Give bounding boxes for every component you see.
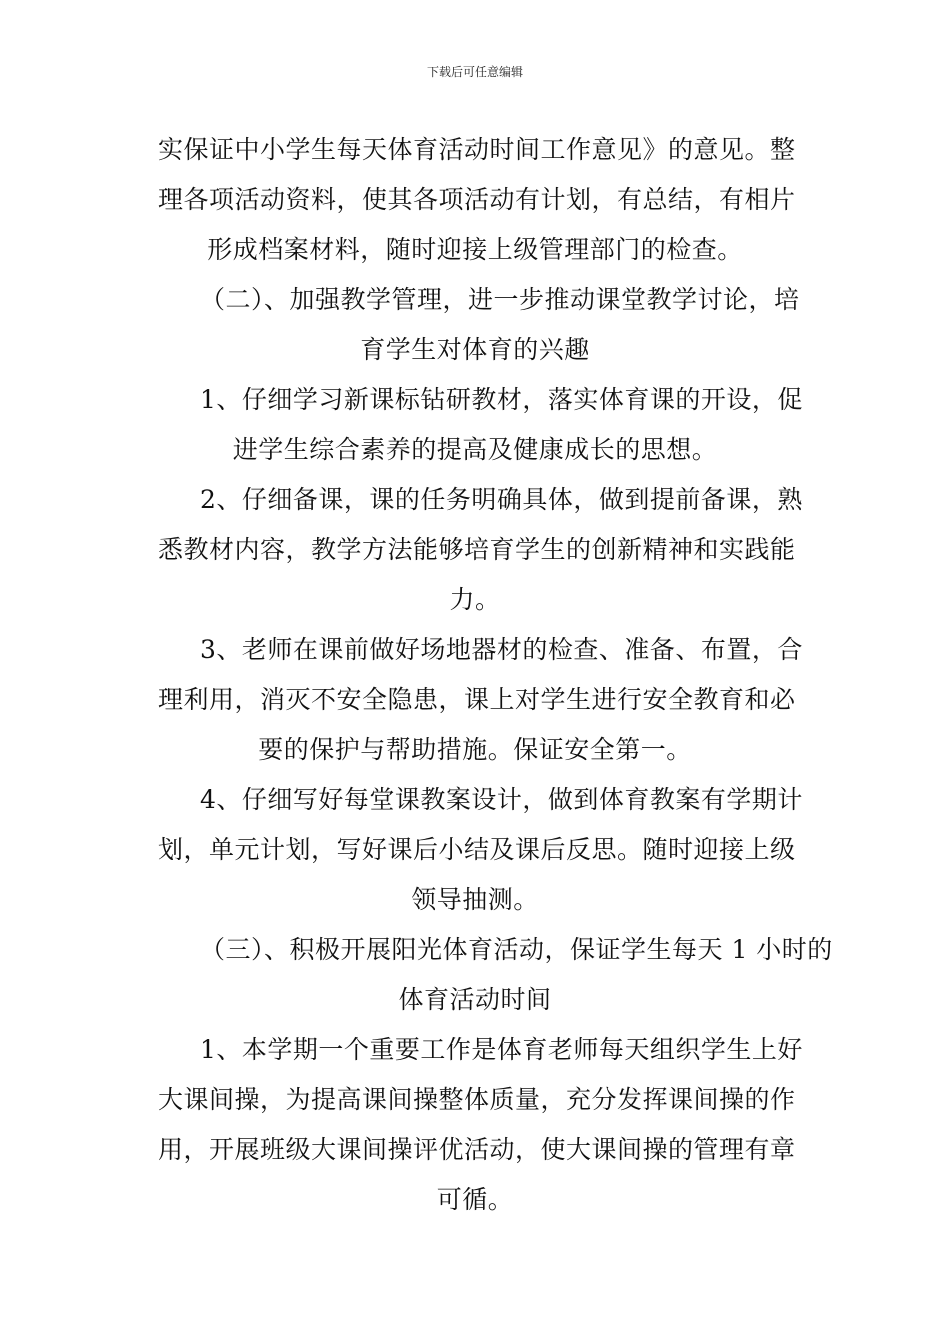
paragraph-line: 要的保护与帮助措施。保证安全第一。	[258, 735, 692, 764]
paragraph-line: 形成档案材料，随时迎接上级管理部门的检查。	[207, 235, 743, 264]
section-heading-line: 体育活动时间	[398, 985, 552, 1014]
section-heading-line: （二）、加强教学管理，进一步推动课堂教学讨论，培	[200, 285, 800, 314]
paragraph-line: 理各项活动资料，使其各项活动有计划，有总结，有相片	[158, 185, 796, 214]
paragraph-line: 4、仔细写好每堂课教案设计，做到体育教案有学期计	[200, 785, 803, 814]
paragraph-line: 理利用，消灭不安全隐患，课上对学生进行安全教育和必	[158, 685, 796, 714]
paragraph-line: 可循。	[436, 1185, 514, 1214]
paragraph-line: 实保证中小学生每天体育活动时间工作意见》的意见。整	[158, 135, 796, 164]
paragraph-line: 领导抽测。	[411, 885, 539, 914]
paragraph-line: 2、仔细备课，课的任务明确具体，做到提前备课，熟	[200, 485, 803, 514]
paragraph-line: 悉教材内容，教学方法能够培育学生的创新精神和实践能	[158, 535, 796, 564]
paragraph-line: 1、本学期一个重要工作是体育老师每天组织学生上好	[200, 1035, 803, 1064]
paragraph-line: 1、仔细学习新课标钻研教材，落实体育课的开设，促	[200, 385, 803, 414]
paragraph-line: 大课间操，为提高课间操整体质量，充分发挥课间操的作	[158, 1085, 796, 1114]
paragraph-line: 用，开展班级大课间操评优活动，使大课间操的管理有章	[158, 1135, 796, 1164]
paragraph-line: 进学生综合素养的提高及健康成长的思想。	[232, 435, 718, 464]
paragraph-line: 划，单元计划，写好课后小结及课后反思。随时迎接上级	[158, 835, 796, 864]
section-heading-line: 育学生对体育的兴趣	[360, 335, 590, 364]
page-header: 下载后可任意编辑	[426, 65, 523, 79]
paragraph-line: 3、老师在课前做好场地器材的检查、准备、布置，合	[200, 635, 803, 664]
section-heading-line: （三）、积极开展阳光体育活动，保证学生每天 1 小时的	[200, 935, 833, 964]
paragraph-line: 力。	[449, 585, 501, 614]
